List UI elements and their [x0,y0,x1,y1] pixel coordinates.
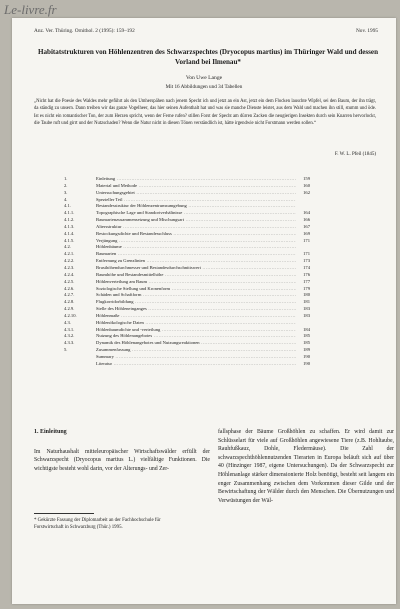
toc-page-number: 171 [303,251,310,257]
toc-number: 4.2.2. [64,258,75,264]
issue-date: Nov. 1995 [355,28,378,34]
toc-row [64,210,310,217]
toc-page-number: 190 [303,360,310,366]
toc-page-number: 181 [303,299,310,305]
toc-number [64,354,96,361]
toc-row [64,258,310,265]
toc-number: 4.1.2. [64,217,75,223]
toc-title: Baumarten ..... [96,251,296,258]
section-heading: 1. Einleitung [34,429,67,435]
toc-page-number [296,203,310,210]
toc-row [64,361,310,368]
toc-number: 4. [64,196,68,202]
toc-number: 4.1.1. [64,210,75,216]
toc-number: 4.2.7. [64,292,75,298]
toc-title: Altersstruktur ..... [96,224,296,231]
toc-page-number: 173 [303,258,310,264]
toc-number: 3. [64,189,68,195]
running-header [34,28,378,34]
toc-title: Höhlenbäume ..... [96,244,296,251]
toc-row [64,183,310,190]
toc-number: 4.2. [64,244,71,250]
body-text-right: fallsphase der Bäume Großhöhlen zu schaffen. Er wird damit zur Schlüsselart für viele auf Großhöhlen angewiesene Tiere (z.B. Hohltaube, Rauhfußkauz, Dohle, Fledermäuse). Die Zahl der schwarzspechthöhlennutzenden Tierarten in Europa beläuft sich auf über 40 (Hinzinger 1987, eigene Untersuchungen). Da der Schwarzspecht zur Höhlenanlage stärker dimensionierte Holz benötigt, besteht seit langem ein enger Zusammenhang zwischen dem Vorkommen dieser Gilde und der Bewirtschaftung der Wälder durch den Menschen. Die Übernutzungen und Verwüstungen der Wäl- [218,429,394,504]
toc-number: 4.1.3. [64,223,75,229]
toc-title: Material und Methode ..... [96,183,296,190]
toc-title: Soziologische Stellung und Kronenform ..... [96,286,296,293]
left-column [34,428,210,473]
document-page [12,18,396,604]
toc-row [64,299,310,306]
toc-title: Zusammenfassung ..... [96,347,296,354]
toc-title: Höhlenverteilung am Baum ..... [96,279,296,286]
toc-page-number: 177 [303,278,310,284]
toc-page-number: 174 [303,264,310,270]
toc-row [64,265,310,272]
toc-page-number: 160 [303,182,310,188]
toc-row [64,286,310,293]
toc-page-number: 190 [303,353,310,359]
watermark: Le-livre.fr [4,2,57,17]
toc-number: 4.1.4. [64,230,75,236]
toc-title: Flugkorridorbildung ..... [96,299,296,306]
toc-row [64,272,310,279]
toc-page-number: 159 [303,176,310,181]
toc-page-number: 167 [303,223,310,229]
toc-number: 4.2.5. [64,278,75,284]
toc-number: 4.3.2. [64,333,75,339]
toc-title: Höhlenbaumdichte und -verteilung ..... [96,327,296,334]
toc-page-number: 166 [303,217,310,223]
toc-title: Spezieller Teil ..... [96,197,296,204]
author-line: Von Uwe Lange [185,75,223,81]
toc-title: Stelle des Höhleneinganges ..... [96,306,296,313]
toc-number: 4.2.6. [64,285,75,291]
toc-row [64,279,310,286]
toc-number: 5. [64,347,68,353]
toc-row [64,190,310,197]
toc-title: Bestockungsdichte und Bestandesschluss ..... [96,231,296,238]
toc-number: 4.3. [64,319,71,325]
toc-row [64,251,310,258]
toc-page-number: 164 [303,210,310,216]
toc-title: Höhlenmaße ..... [96,313,296,320]
toc-row [64,203,310,210]
toc-title: Summary ..... [96,354,296,361]
toc-page-number: 169 [303,230,310,236]
toc-row [64,292,310,299]
toc-page-number: 183 [303,306,310,312]
toc-row [64,197,310,204]
figures-note: Mit 16 Abbildungen und 34 Tabellen [165,84,243,90]
footnote: * Gekürzte Fassung der Diplomarbeit an der Fachhochschule für Forstwirtschaft in Schwarzburg (Thür.) 1995. [34,518,161,530]
toc-title: Baumhöhe und Bestandesmittelhöhe ..... [96,272,296,279]
toc-number: 4.2.1. [64,251,75,257]
toc-row [64,313,310,320]
toc-title: Nutzung des Höhlenangebotes ..... [96,333,296,340]
toc-page-number: 179 [303,285,310,291]
epigraph-source: F. W. L. Pfeil (1845) [334,152,376,157]
right-column [218,428,394,505]
toc-row [64,224,310,231]
toc-title: Topographische Lage und Standortverhältnisse ..... [96,210,296,217]
toc-page-number [296,320,310,327]
toc-title: Entfernung zu Grenzlinien ..... [96,258,296,265]
toc-title: Verjüngung ..... [96,238,296,245]
toc-title: Literatur ..... [96,361,296,368]
toc-page-number: 162 [303,189,310,195]
toc-row [64,176,310,183]
toc-page-number: 185 [303,340,310,346]
toc-row [64,217,310,224]
toc-title: Höhlenökologische Daten ..... [96,320,296,327]
toc-row [64,238,310,245]
toc-number: 4.2.9. [64,306,75,312]
table-of-contents [64,176,310,368]
toc-number: 4.2.10. [64,312,77,318]
toc-row [64,327,310,334]
footnote-rule [34,513,94,514]
toc-number: 4.3.3. [64,340,75,346]
toc-title: Baumartenzusammensetzung und Mischungsart ..... [96,217,296,224]
toc-page-number [296,197,310,204]
toc-title: Einleitung ..... [96,176,296,183]
toc-title: Bestandesstruktur der Höhlenzentrumsumgebung ..... [96,203,296,210]
toc-number: 4.2.4. [64,271,75,277]
toc-page-number: 176 [303,271,310,277]
toc-number: 4.2.3. [64,264,75,270]
toc-row [64,231,310,238]
article-title: Habitatstrukturen von Höhlenzentren des Schwarzspechtes (Dryocopus martius) im Thüringer Wald und dessen Vorland bei Ilmenau* [37,48,379,66]
toc-number: 4.1. [64,203,71,209]
toc-row [64,347,310,354]
toc-page-number [296,244,310,251]
toc-number [64,361,96,368]
toc-number: 1. [64,176,68,181]
toc-page-number: 171 [303,237,310,243]
toc-page-number: 185 [303,333,310,339]
journal-citation: Anz. Ver. Thüring. Ornithol. 2 (1995): 159–192 [34,28,135,34]
toc-row [64,320,310,327]
toc-row [64,340,310,347]
toc-row [64,354,310,361]
toc-page-number: 180 [303,292,310,298]
toc-page-number: 184 [303,326,310,332]
toc-number: 4.3.1. [64,326,75,332]
toc-page-number: 189 [303,347,310,353]
toc-number: 2. [64,182,68,188]
toc-title: Schäden und Schaftform ..... [96,292,296,299]
toc-title: Dynamik des Höhlenangebotes und Nutzungsreaktionen ..... [96,340,296,347]
epigraph-quote: „Nicht hat die Poesie des Waldes mehr geführt als den Umherspähen nach jenem Specht ich und jetzt an ein Ast, jetzt ein dem Flocken lauschte Wipfel, sei den Baum, der ihn trägt, da ständig zu unsern. Dann treiben wir das ganze Vogelheer, das hier seinen Aufenthalt hat und was sie manche Dienste leistet, aus dem Wald und machen ihn still, stumm und öde. Ist es nicht ein romantischer Ton, der zum Herzen spricht, wenn der Ferne rufen? stillen Forst der Specht am dürren Zacken die neugierigen Insekten durch sein Knarren hervorlockt, die Taube ruft und girrt und der Nutzschaden? Wenn die Natur nicht in diesen Tönen verständlich ist, hätte irgendwie nicht Forstmann werden sollen.“ [34,99,376,126]
body-text-left: Im Naturhaushalt mitteleuropäischer Wirtschaftswälder erfüllt der Schwarzspecht (Dryocopus martius L.) vielfältige Funktionen. Die wichtigste besteht wohl darin, vor der Alterungs- und Zer- [34,448,210,472]
toc-row [64,333,310,340]
toc-number: 4.2.8. [64,299,75,305]
toc-number: 4.1.5. [64,237,75,243]
toc-page-number: 183 [303,312,310,318]
toc-row [64,244,310,251]
toc-title: Brusthöhendurchmesser und Bestandesdurchschnittswert ..... [96,265,296,272]
toc-row [64,306,310,313]
toc-title: Untersuchungsgebiet ..... [96,190,296,197]
